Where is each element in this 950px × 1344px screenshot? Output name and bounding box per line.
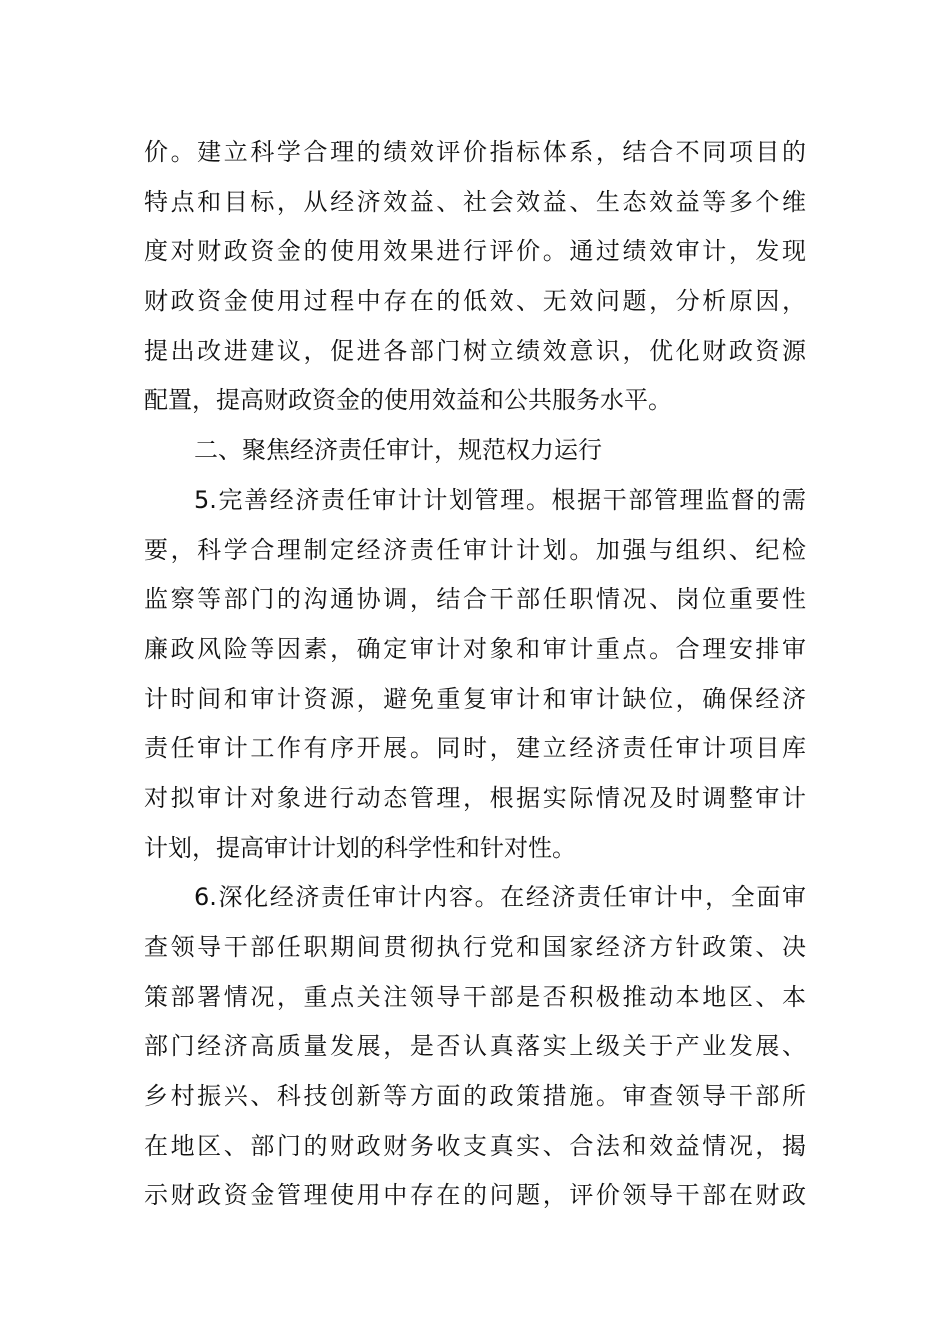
- paragraph-line: 对拟审计对象进行动态管理，根据实际情况及时调整审计: [144, 783, 806, 812]
- paragraph-line: 度对财政资金的使用效果进行评价。通过绩效审计，发现: [144, 237, 806, 266]
- paragraph-line: 财政资金使用过程中存在的低效、无效问题，分析原因，: [144, 287, 806, 316]
- paragraph-line: 计时间和审计资源，避免重复审计和审计缺位，确保经济: [144, 684, 806, 713]
- paragraph-line: 监察等部门的沟通协调，结合干部任职情况、岗位重要性: [144, 585, 806, 614]
- paragraph-line: 部门经济高质量发展，是否认真落实上级关于产业发展、: [144, 1032, 806, 1061]
- paragraph-line: 配置，提高财政资金的使用效益和公共服务水平。: [144, 386, 672, 415]
- paragraph-line: 5.完善经济责任审计计划管理。根据干部管理监督的需: [194, 485, 806, 514]
- paragraph-line: 要，科学合理制定经济责任审计计划。加强与组织、纪检: [144, 535, 806, 564]
- paragraph-line: 在地区、部门的财政财务收支真实、合法和效益情况，揭: [144, 1131, 806, 1160]
- section-heading: 二、聚焦经济责任审计，规范权力运行: [194, 436, 602, 465]
- paragraph-line: 乡村振兴、科技创新等方面的政策措施。审查领导干部所: [144, 1082, 806, 1111]
- paragraph-line: 计划，提高审计计划的科学性和针对性。: [144, 833, 576, 862]
- paragraph-line: 责任审计工作有序开展。同时，建立经济责任审计项目库: [144, 734, 806, 763]
- paragraph-line: 廉政风险等因素，确定审计对象和审计重点。合理安排审: [144, 634, 806, 663]
- paragraph-line: 查领导干部任职期间贯彻执行党和国家经济方针政策、决: [144, 933, 806, 961]
- body-text: [144, 128, 806, 1221]
- paragraph-line: 提出改进建议，促进各部门树立绩效意识，优化财政资源: [144, 336, 806, 365]
- paragraph-line: 特点和目标，从经济效益、社会效益、生态效益等多个维: [144, 187, 806, 216]
- paragraph-line: 6.深化经济责任审计内容。在经济责任审计中，全面审: [194, 883, 806, 912]
- paragraph-line: 示财政资金管理使用中存在的问题，评价领导干部在财政: [144, 1181, 806, 1210]
- paragraph-line: 策部署情况，重点关注领导干部是否积极推动本地区、本: [144, 982, 806, 1011]
- paragraph-line: 价。建立科学合理的绩效评价指标体系，结合不同项目的: [144, 138, 806, 166]
